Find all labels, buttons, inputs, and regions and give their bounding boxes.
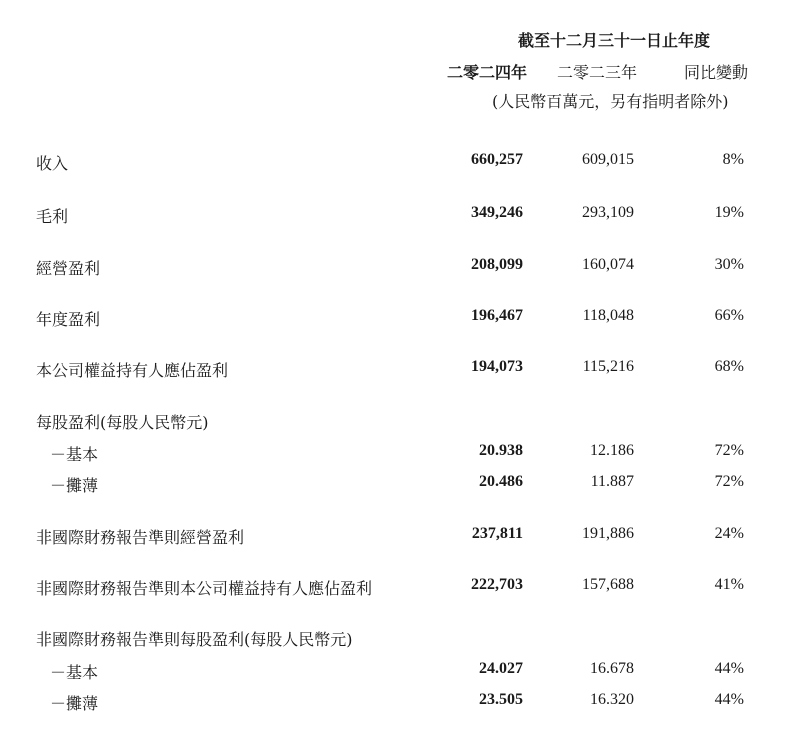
- value-2024: 208,099: [471, 256, 523, 273]
- row-label: 年度盈利: [36, 310, 101, 329]
- yoy-change: 68%: [714, 358, 744, 375]
- value-2024: 24.027: [479, 660, 523, 677]
- table-row: [0, 691, 809, 715]
- table-row: [0, 660, 809, 684]
- column-header-2023: 二零二三年: [557, 63, 638, 82]
- table-row: [0, 256, 809, 280]
- unit-note: (人民幣百萬元，另有指明者除外): [492, 92, 729, 111]
- value-2024: 20.486: [479, 473, 523, 490]
- value-2023: 118,048: [582, 307, 634, 324]
- value-2023: 157,688: [582, 576, 634, 593]
- value-2023: 115,216: [582, 358, 634, 375]
- yoy-change: 66%: [714, 307, 744, 324]
- table-row: [0, 151, 809, 175]
- value-2023: 16.320: [590, 691, 634, 708]
- value-2023: 16.678: [590, 660, 634, 677]
- yoy-change: 24%: [714, 525, 744, 542]
- value-2024: 20.938: [479, 442, 523, 459]
- value-2023: 12.186: [590, 442, 634, 459]
- row-label: 收入: [36, 154, 69, 173]
- row-label: 非國際財務報告準則本公司權益持有人應佔盈利: [36, 579, 373, 598]
- yoy-change: 72%: [714, 473, 744, 490]
- row-label: 經營盈利: [36, 259, 101, 278]
- yoy-change: 30%: [714, 256, 744, 273]
- yoy-change: 8%: [722, 151, 744, 168]
- table-row: [0, 442, 809, 466]
- column-header-yoy: 同比變動: [684, 63, 749, 82]
- column-header-2024: 二零二四年: [447, 63, 528, 82]
- period-header: 截至十二月三十一日止年度: [518, 31, 711, 50]
- row-label: 非國際財務報告準則經營盈利: [36, 528, 245, 547]
- table-row: [0, 525, 809, 549]
- table-row: [0, 307, 809, 331]
- row-label: 每股盈利(每股人民幣元): [36, 413, 209, 432]
- table-row: [0, 576, 809, 600]
- value-2023: 160,074: [582, 256, 634, 273]
- row-label: －攤薄: [50, 476, 99, 495]
- value-2023: 609,015: [582, 151, 634, 168]
- row-label: －攤薄: [50, 694, 99, 713]
- table-row: [0, 204, 809, 228]
- table-row: [0, 358, 809, 382]
- yoy-change: 72%: [714, 442, 744, 459]
- yoy-change: 19%: [714, 204, 744, 221]
- table-row: [0, 473, 809, 497]
- value-2024: 237,811: [471, 525, 523, 542]
- value-2024: 222,703: [471, 576, 523, 593]
- row-label: 本公司權益持有人應佔盈利: [36, 361, 229, 380]
- yoy-change: 44%: [714, 691, 744, 708]
- yoy-change: 44%: [714, 660, 744, 677]
- value-2024: 349,246: [471, 204, 523, 221]
- row-label: －基本: [50, 445, 99, 464]
- value-2024: 23.505: [479, 691, 523, 708]
- row-label: －基本: [50, 663, 99, 682]
- value-2024: 194,073: [471, 358, 523, 375]
- value-2024: 196,467: [471, 307, 523, 324]
- value-2023: 11.887: [590, 473, 634, 490]
- table-row: [0, 627, 809, 651]
- value-2024: 660,257: [471, 151, 523, 168]
- row-label: 非國際財務報告準則每股盈利(每股人民幣元): [36, 630, 353, 649]
- value-2023: 293,109: [582, 204, 634, 221]
- yoy-change: 41%: [714, 576, 744, 593]
- value-2023: 191,886: [582, 525, 634, 542]
- table-row: [0, 410, 809, 434]
- row-label: 毛利: [36, 207, 69, 226]
